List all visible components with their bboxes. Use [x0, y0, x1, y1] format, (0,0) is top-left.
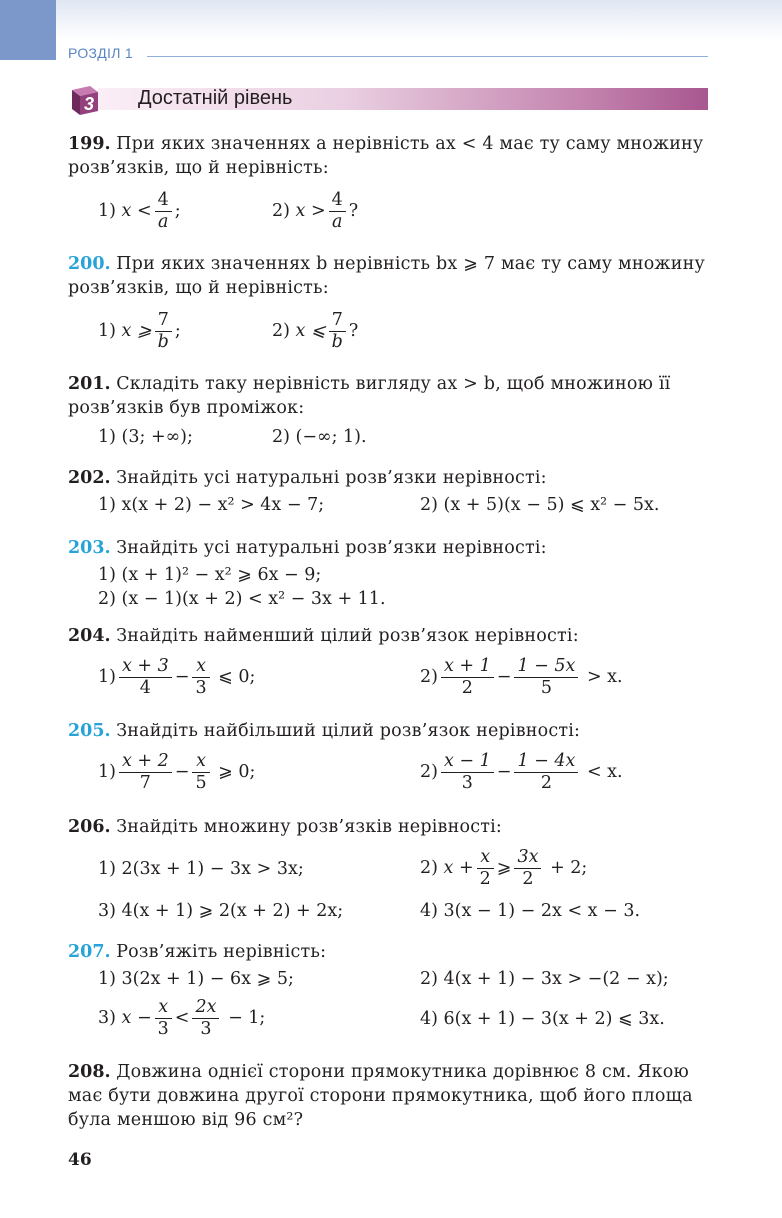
section-rule — [147, 56, 708, 57]
problem-text: Знайдіть найменший цілий розв’язок нерівності: — [116, 626, 579, 646]
problem-203 — [68, 536, 708, 560]
header-gradient — [0, 0, 782, 40]
item-203-1: 1) (x + 1)² − x² ⩾ 6x − 9; — [98, 565, 322, 585]
problem-text: Знайдіть усі натуральні розв’язки нерівності: — [116, 468, 547, 488]
problem-202 — [68, 466, 708, 490]
item-203-2: 2) (x − 1)(x + 2) < x² − 3x + 11. — [98, 589, 386, 609]
problem-199 — [68, 132, 708, 180]
item-201-1: 1) (3; +∞); — [98, 427, 193, 447]
problem-number: 199. — [68, 134, 111, 154]
problem-number: 204. — [68, 626, 111, 646]
problem-number: 201. — [68, 374, 111, 394]
problem-text: Складіть таку нерівність вигляду ax > b, щоб множиною її розв’язків був проміжок: — [68, 374, 671, 418]
item-205-2: 2) $\frac{x - 1}{3}$ − $\frac{1 - 4x}{2}$ < x. — [420, 751, 623, 793]
page-number: 46 — [68, 1150, 92, 1170]
item-199-1: 1) x < $\frac{4}{a}$ ; — [98, 190, 181, 232]
item-204-2: 2) $\frac{x + 1}{2}$ − $\frac{1 - 5x}{5}$ > x. — [420, 656, 623, 698]
level-cube-icon — [68, 82, 102, 116]
problem-number: 207. — [68, 942, 111, 962]
item-200-2: 2) x ⩽ $\frac{7}{b}$ ? — [272, 310, 359, 352]
item-200-1: 1) x ⩾ $\frac{7}{b}$ ; — [98, 310, 181, 352]
problem-208 — [68, 1060, 708, 1132]
section-label: РОЗДІЛ 1 — [68, 45, 134, 61]
problem-200 — [68, 252, 708, 300]
problem-201 — [68, 372, 708, 420]
item-207-2: 2) 4(x + 1) − 3x > −(2 − x); — [420, 969, 669, 989]
item-206-3: 3) 4(x + 1) ⩾ 2(x + 2) + 2x; — [98, 901, 344, 921]
problem-text: Знайдіть усі натуральні розв’язки нерівності: — [116, 538, 547, 558]
problem-text: При яких значеннях a нерівність ax < 4 має ту саму множину розв’язків, що й нерівність: — [68, 134, 704, 178]
item-207-4: 4) 6(x + 1) − 3(x + 2) ⩽ 3x. — [420, 1009, 665, 1029]
problem-text: Знайдіть найбільший цілий розв’язок нерівності: — [116, 721, 581, 741]
item-205-1: 1) $\frac{x + 2}{7}$ − $\frac{x}{5}$ ⩾ 0; — [98, 751, 256, 793]
problem-text: При яких значеннях b нерівність bx ⩾ 7 має ту саму множину розв’язків, що й нерівність: — [68, 254, 705, 298]
problem-text: Розв’яжіть нерівність: — [116, 942, 327, 962]
problem-number: 206. — [68, 817, 111, 837]
item-199-2: 2) x > $\frac{4}{a}$ ? — [272, 190, 359, 232]
item-206-4: 4) 3(x − 1) − 2x < x − 3. — [420, 901, 641, 921]
level-title: Достатній рівень — [138, 87, 293, 109]
item-201-2: 2) (−∞; 1). — [272, 427, 367, 447]
item-202-2: 2) (x + 5)(x − 5) ⩽ x² − 5x. — [420, 495, 660, 515]
item-206-2: 2) x + $\frac{x}{2}$ ⩾ $\frac{3x}{2}$ + 2; — [420, 847, 588, 889]
problem-number: 200. — [68, 254, 111, 274]
problem-205 — [68, 719, 708, 743]
item-204-1: 1) $\frac{x + 3}{4}$ − $\frac{x}{3}$ ⩽ 0; — [98, 656, 256, 698]
problem-number: 205. — [68, 721, 111, 741]
problem-206 — [68, 815, 708, 839]
item-207-3: 3) x − $\frac{x}{3}$ < $\frac{2x}{3}$ − 1; — [98, 997, 266, 1039]
level-banner — [68, 82, 708, 116]
level-number: 3 — [83, 94, 95, 114]
item-206-1: 1) 2(3x + 1) − 3x > 3x; — [98, 859, 304, 879]
problem-text: Знайдіть множину розв’язків нерівності: — [116, 817, 502, 837]
problem-number: 203. — [68, 538, 111, 558]
problem-207 — [68, 940, 708, 964]
item-207-1: 1) 3(2x + 1) − 6x ⩾ 5; — [98, 969, 294, 989]
chapter-tab — [0, 0, 56, 60]
problem-text: Довжина однієї сторони прямокутника дорівнює 8 см. Якою має бути довжина другої сторони прямокутника, щоб його площа була меншою від 96 см²? — [68, 1062, 693, 1130]
problem-number: 202. — [68, 468, 111, 488]
item-202-1: 1) x(x + 2) − x² > 4x − 7; — [98, 495, 325, 515]
problem-204 — [68, 624, 708, 648]
problem-number: 208. — [68, 1062, 111, 1082]
